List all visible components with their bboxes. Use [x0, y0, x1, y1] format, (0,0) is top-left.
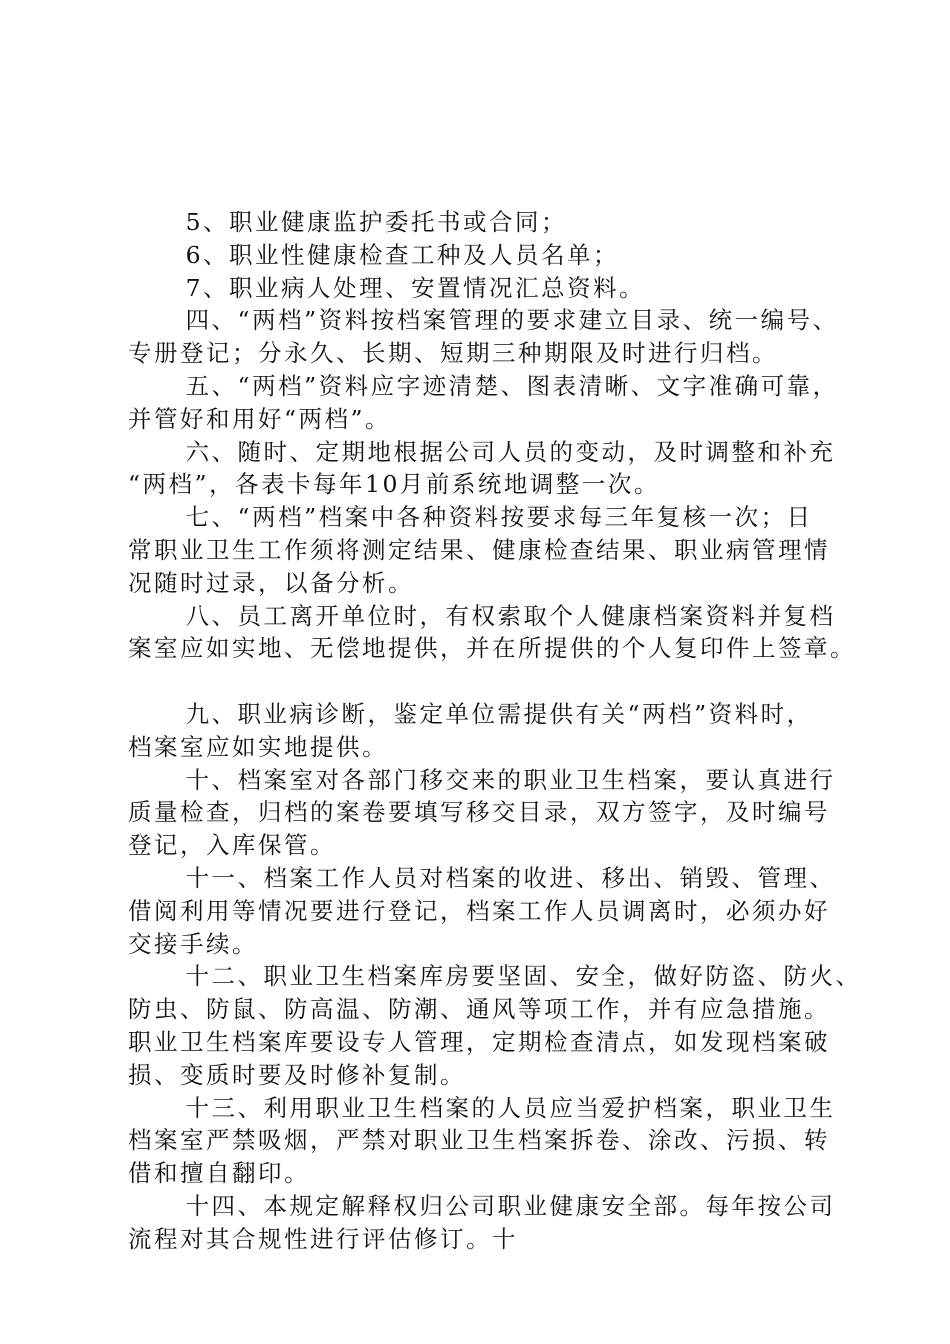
clause-9: [128, 698, 863, 764]
list-item-5: [128, 206, 863, 239]
text-line: 损、变质时要及时修补复制。: [128, 1060, 466, 1089]
text-line: 四、“两档”资料按档案管理的要求建立目录、统一编号、: [185, 306, 839, 335]
list-item-6: [128, 239, 863, 272]
text-line: “两档”，各表卡每年10月前系统地调整一次。: [128, 470, 660, 499]
text-line: 7、职业病人处理、安置情况汇总资料。: [185, 273, 646, 302]
text-line: 交接手续。: [128, 929, 258, 958]
document-body: [128, 206, 863, 1256]
text-line: 专册登记；分永久、长期、短期三种期限及时进行归档。: [128, 339, 778, 368]
text-line: 质量检查，归档的案卷要填写移交目录，双方签字，及时编号: [128, 798, 830, 827]
clause-4: [128, 304, 863, 370]
clause-5: [128, 370, 863, 436]
text-line: 并管好和用好“两档”。: [128, 404, 392, 433]
text-line: 5、职业健康监护委托书或合同；: [185, 208, 568, 236]
text-line: 6、职业性健康检查工种及人员名单；: [185, 240, 620, 269]
clause-11: [128, 862, 863, 960]
text-line: 五、“两档”资料应字迹清楚、图表清晰、文字准确可靠，: [185, 371, 839, 400]
text-line: 十、档案室对各部门移交来的职业卫生档案，要认真进行: [185, 765, 836, 794]
clause-7: [128, 501, 863, 599]
text-line: 十四、本规定解释权归公司职业健康安全部。每年按公司: [185, 1191, 836, 1220]
text-line: 十二、职业卫生档案库房要坚固、安全，做好防盗、防火、: [185, 962, 862, 991]
clause-8: [128, 600, 863, 666]
text-line: 档案室应如实地提供。: [128, 732, 388, 761]
text-line: 职业卫生档案库要设专人管理，定期检查清点，如发现档案破: [128, 1027, 830, 1056]
text-line: 防虫、防鼠、防高温、防潮、通风等项工作，并有应急措施。: [128, 995, 830, 1024]
text-line: 况随时过录，以备分析。: [128, 568, 414, 597]
text-line: 借阅利用等情况要进行登记，档案工作人员调离时，必须办好: [128, 896, 830, 925]
text-line: 九、职业病诊断，鉴定单位需提供有关“两档”资料时，: [185, 699, 813, 728]
text-line: 流程对其合规性进行评估修订。十: [128, 1224, 518, 1253]
clause-13: [128, 1092, 863, 1190]
text-line: 借和擅自翻印。: [128, 1159, 310, 1188]
clause-6: [128, 436, 863, 502]
clause-12: [128, 960, 863, 1091]
clause-14: [128, 1190, 863, 1256]
text-line: 十一、档案工作人员对档案的收进、移出、销毁、管理、: [185, 863, 836, 892]
text-line: 常职业卫生工作须将测定结果、健康检查结果、职业病管理情: [128, 535, 830, 564]
text-line: 七、“两档”档案中各种资料按要求每三年复核一次；日: [185, 503, 813, 532]
text-line: 六、随时、定期地根据公司人员的变动，及时调整和补充: [185, 437, 836, 466]
text-line: 八、员工离开单位时，有权索取个人健康档案资料并复档: [185, 601, 836, 630]
text-line: 案室应如实地、无偿地提供，并在所提供的个人复印件上签章。: [128, 634, 856, 663]
text-line: 登记，入库保管。: [128, 831, 336, 860]
list-item-7: [128, 272, 863, 305]
clause-10: [128, 764, 863, 862]
text-line: 十三、利用职业卫生档案的人员应当爱护档案，职业卫生: [185, 1093, 836, 1122]
text-line: 档案室严禁吸烟，严禁对职业卫生档案拆卷、涂改、污损、转: [128, 1126, 830, 1155]
